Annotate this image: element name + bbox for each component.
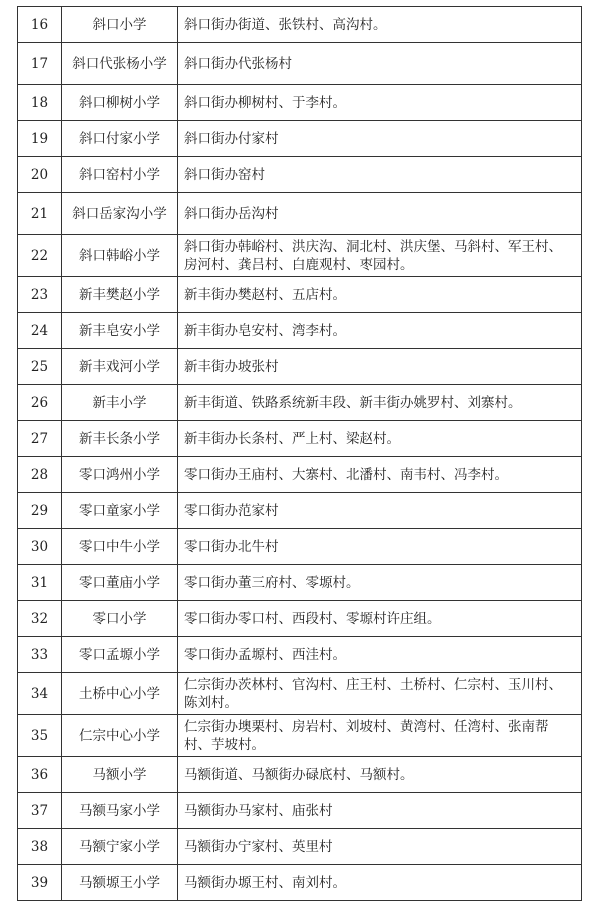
service-area: 马额街道、马额街办碌底村、马额村。 <box>178 757 582 793</box>
table-row <box>18 235 582 277</box>
school-name: 新丰樊赵小学 <box>62 277 178 313</box>
service-area: 仁宗街办茨林村、官沟村、庄王村、土桥村、仁宗村、玉川村、陈刘村。 <box>178 673 582 715</box>
row-number: 37 <box>18 793 62 829</box>
table-row <box>18 793 582 829</box>
school-name: 零口孟塬小学 <box>62 637 178 673</box>
row-number: 22 <box>18 235 62 277</box>
school-name: 零口鸿州小学 <box>62 457 178 493</box>
service-area: 零口街办范家村 <box>178 493 582 529</box>
row-number: 30 <box>18 529 62 565</box>
table-row <box>18 757 582 793</box>
table-row <box>18 349 582 385</box>
table-row <box>18 457 582 493</box>
table-row <box>18 157 582 193</box>
service-area: 新丰街道、铁路系统新丰段、新丰街办姚罗村、刘寨村。 <box>178 385 582 421</box>
service-area: 斜口街办岳沟村 <box>178 193 582 235</box>
school-name: 新丰皂安小学 <box>62 313 178 349</box>
service-area: 仁宗街办墺栗村、房岩村、刘坡村、黄湾村、任湾村、张南帮村、芋坡村。 <box>178 715 582 757</box>
table-row <box>18 493 582 529</box>
row-number: 16 <box>18 7 62 43</box>
row-number: 32 <box>18 601 62 637</box>
table-row <box>18 865 582 901</box>
school-name: 斜口付家小学 <box>62 121 178 157</box>
row-number: 19 <box>18 121 62 157</box>
service-area: 零口街办董三府村、零塬村。 <box>178 565 582 601</box>
row-number: 20 <box>18 157 62 193</box>
table-row <box>18 43 582 85</box>
service-area: 斜口街办窑村 <box>178 157 582 193</box>
service-area: 新丰街办长条村、严上村、梁赵村。 <box>178 421 582 457</box>
row-number: 36 <box>18 757 62 793</box>
school-name: 零口童家小学 <box>62 493 178 529</box>
service-area: 零口街办北牛村 <box>178 529 582 565</box>
school-name: 马额马家小学 <box>62 793 178 829</box>
school-name: 斜口柳树小学 <box>62 85 178 121</box>
school-name: 新丰戏河小学 <box>62 349 178 385</box>
row-number: 18 <box>18 85 62 121</box>
row-number: 28 <box>18 457 62 493</box>
row-number: 29 <box>18 493 62 529</box>
row-number: 38 <box>18 829 62 865</box>
school-name: 新丰小学 <box>62 385 178 421</box>
school-name: 零口董庙小学 <box>62 565 178 601</box>
school-name: 仁宗中心小学 <box>62 715 178 757</box>
table-row <box>18 715 582 757</box>
service-area: 零口街办零口村、西段村、零塬村许庄组。 <box>178 601 582 637</box>
row-number: 27 <box>18 421 62 457</box>
school-name: 斜口岳家沟小学 <box>62 193 178 235</box>
school-name: 新丰长条小学 <box>62 421 178 457</box>
row-number: 17 <box>18 43 62 85</box>
service-area: 斜口街办付家村 <box>178 121 582 157</box>
service-area: 零口街办王庙村、大寨村、北潘村、南韦村、冯李村。 <box>178 457 582 493</box>
table-row <box>18 7 582 43</box>
school-name: 斜口代张杨小学 <box>62 43 178 85</box>
row-number: 24 <box>18 313 62 349</box>
school-name: 斜口窑村小学 <box>62 157 178 193</box>
school-name: 马额塬王小学 <box>62 865 178 901</box>
table-row <box>18 637 582 673</box>
service-area: 马额街办宁家村、英里村 <box>178 829 582 865</box>
service-area: 新丰街办坡张村 <box>178 349 582 385</box>
school-name: 斜口小学 <box>62 7 178 43</box>
row-number: 26 <box>18 385 62 421</box>
school-name: 马额宁家小学 <box>62 829 178 865</box>
row-number: 35 <box>18 715 62 757</box>
table-row <box>18 601 582 637</box>
service-area: 斜口街办韩峪村、洪庆沟、洞北村、洪庆堡、马斜村、军王村、房河村、龚吕村、白鹿观村、枣园村。 <box>178 235 582 277</box>
table-row <box>18 421 582 457</box>
table-body <box>18 7 582 901</box>
service-area: 新丰街办皂安村、湾李村。 <box>178 313 582 349</box>
service-area: 马额街办马家村、庙张村 <box>178 793 582 829</box>
school-zone-table <box>17 6 582 901</box>
service-area: 新丰街办樊赵村、五店村。 <box>178 277 582 313</box>
school-name: 零口中牛小学 <box>62 529 178 565</box>
table-row <box>18 85 582 121</box>
row-number: 25 <box>18 349 62 385</box>
row-number: 23 <box>18 277 62 313</box>
row-number: 39 <box>18 865 62 901</box>
row-number: 21 <box>18 193 62 235</box>
service-area: 马额街办塬王村、南刘村。 <box>178 865 582 901</box>
service-area: 斜口街办街道、张铁村、高沟村。 <box>178 7 582 43</box>
school-name: 斜口韩峪小学 <box>62 235 178 277</box>
row-number: 33 <box>18 637 62 673</box>
table-row <box>18 829 582 865</box>
table-row <box>18 193 582 235</box>
school-name: 土桥中心小学 <box>62 673 178 715</box>
table-row <box>18 121 582 157</box>
service-area: 斜口街办代张杨村 <box>178 43 582 85</box>
table-row <box>18 277 582 313</box>
table-row <box>18 529 582 565</box>
row-number: 31 <box>18 565 62 601</box>
table-row <box>18 673 582 715</box>
school-name: 零口小学 <box>62 601 178 637</box>
table-row <box>18 385 582 421</box>
service-area: 斜口街办柳树村、于李村。 <box>178 85 582 121</box>
table-row <box>18 565 582 601</box>
row-number: 34 <box>18 673 62 715</box>
table-row <box>18 313 582 349</box>
school-name: 马额小学 <box>62 757 178 793</box>
service-area: 零口街办孟塬村、西洼村。 <box>178 637 582 673</box>
